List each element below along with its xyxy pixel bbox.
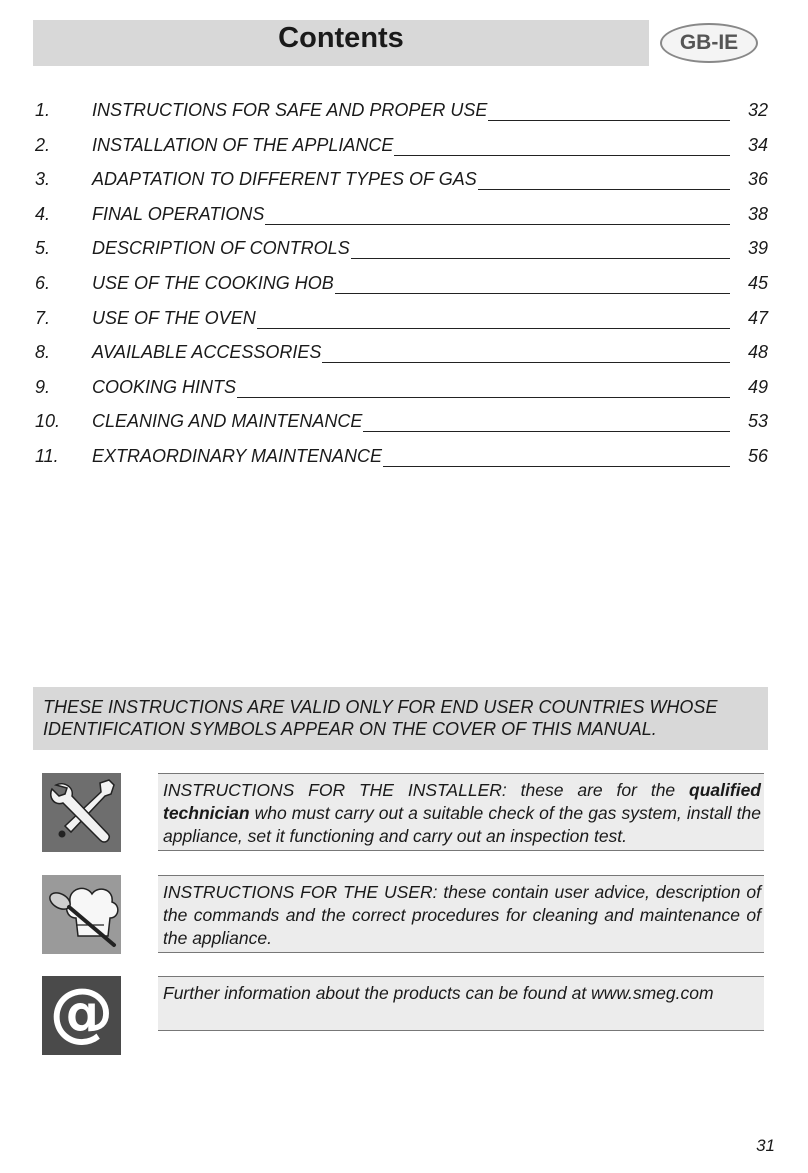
toc-entry-number: 3.	[35, 169, 51, 190]
wrench-screwdriver-icon	[42, 773, 121, 852]
contents-header	[33, 20, 649, 66]
at-sign-icon	[42, 976, 121, 1055]
toc-entry[interactable]	[35, 135, 768, 165]
toc-leader-line	[363, 431, 730, 432]
toc-entry-page: 53	[747, 411, 768, 432]
toc-leader-line	[488, 120, 730, 121]
toc-entry-title: CLEANING AND MAINTENANCE	[92, 411, 363, 432]
toc-leader-line	[383, 466, 730, 467]
toc-entry-page: 36	[747, 169, 768, 190]
svg-text:@: @	[49, 976, 114, 1050]
page-number: 31	[756, 1136, 775, 1155]
toc-entry-number: 4.	[35, 203, 51, 224]
installer-instructions	[158, 773, 764, 851]
toc-entry-page: 38	[747, 203, 768, 224]
toc-entry-title: AVAILABLE ACCESSORIES	[92, 342, 322, 363]
toc-entry-title: USE OF THE COOKING HOB	[92, 273, 334, 293]
toc-entry-page: 49	[747, 376, 768, 397]
toc-entry-title: DESCRIPTION OF CONTROLS	[92, 238, 350, 259]
toc-entry-number: 9.	[35, 376, 51, 397]
toc-leader-line	[394, 155, 730, 156]
installer-text: INSTRUCTIONS FOR THE INSTALLER: these are for the qualified technician who must carry out a suitable check of the gas system, install the appliance, set it functioning and carry out an inspection test.	[163, 780, 761, 846]
toc-entry-title: ADAPTATION TO DIFFERENT TYPES OF GAS	[92, 169, 477, 190]
toc-entry-number: 1.	[35, 100, 51, 120]
user-instructions	[158, 875, 764, 953]
toc-entry-page: 39	[747, 238, 768, 259]
toc-entry-title: FINAL OPERATIONS	[92, 203, 265, 224]
toc-entry-title: INSTALLATION OF THE APPLIANCE	[92, 134, 394, 155]
toc-entry[interactable]	[35, 411, 768, 441]
toc-entry[interactable]	[35, 204, 768, 234]
toc-entry-page: 47	[747, 307, 768, 328]
toc-entry[interactable]	[35, 238, 768, 268]
toc-entry-page: 48	[747, 342, 768, 363]
toc-entry-title: COOKING HINTS	[92, 376, 237, 397]
toc-leader-line	[322, 362, 730, 363]
toc-entry[interactable]	[35, 100, 768, 130]
toc-entry-title: EXTRAORDINARY MAINTENANCE	[92, 446, 383, 466]
toc-leader-line	[351, 258, 730, 259]
toc-leader-line	[335, 293, 730, 294]
web-info-text: Further information about the products can be found at www.smeg.com	[163, 983, 714, 1003]
chef-spoon-icon	[42, 875, 121, 954]
toc-entry[interactable]	[35, 308, 768, 338]
toc-entry-number: 10.	[35, 411, 61, 432]
toc-entry-number: 8.	[35, 342, 51, 363]
toc-entry-page: 32	[747, 100, 768, 120]
toc-entry-page: 45	[747, 273, 768, 293]
toc-entry[interactable]	[35, 446, 768, 476]
toc-entry[interactable]	[35, 342, 768, 372]
toc-leader-line	[257, 328, 730, 329]
toc-entry[interactable]	[35, 377, 768, 407]
user-text: INSTRUCTIONS FOR THE USER: these contain user advice, description of the commands and the correct procedures for cleaning and maintenance of the appliance.	[163, 882, 761, 948]
toc-entry-number: 7.	[35, 307, 51, 328]
page-title: Contents	[278, 22, 404, 54]
validity-notice-text: THESE INSTRUCTIONS ARE VALID ONLY FOR END USER COUNTRIES WHOSE IDENTIFICATION SYMBOLS APPEAR ON THE COVER OF THIS MANUAL.	[43, 697, 718, 739]
country-code-badge: GB-IE	[660, 23, 758, 63]
toc-entry-page: 34	[747, 134, 768, 155]
toc-entry-number: 11.	[35, 446, 59, 466]
web-info	[158, 976, 764, 1031]
toc-entry-title: USE OF THE OVEN	[92, 307, 256, 328]
toc-entry[interactable]	[35, 273, 768, 303]
toc-leader-line	[265, 224, 730, 225]
toc-leader-line	[478, 189, 730, 190]
toc-entry[interactable]	[35, 169, 768, 199]
toc-entry-number: 2.	[35, 134, 51, 155]
toc-entry-number: 5.	[35, 238, 51, 259]
toc-leader-line	[237, 397, 730, 398]
toc-entry-number: 6.	[35, 273, 51, 293]
validity-notice	[33, 687, 768, 750]
toc-entry-title: INSTRUCTIONS FOR SAFE AND PROPER USE	[92, 100, 488, 120]
toc-entry-page: 56	[747, 446, 768, 466]
